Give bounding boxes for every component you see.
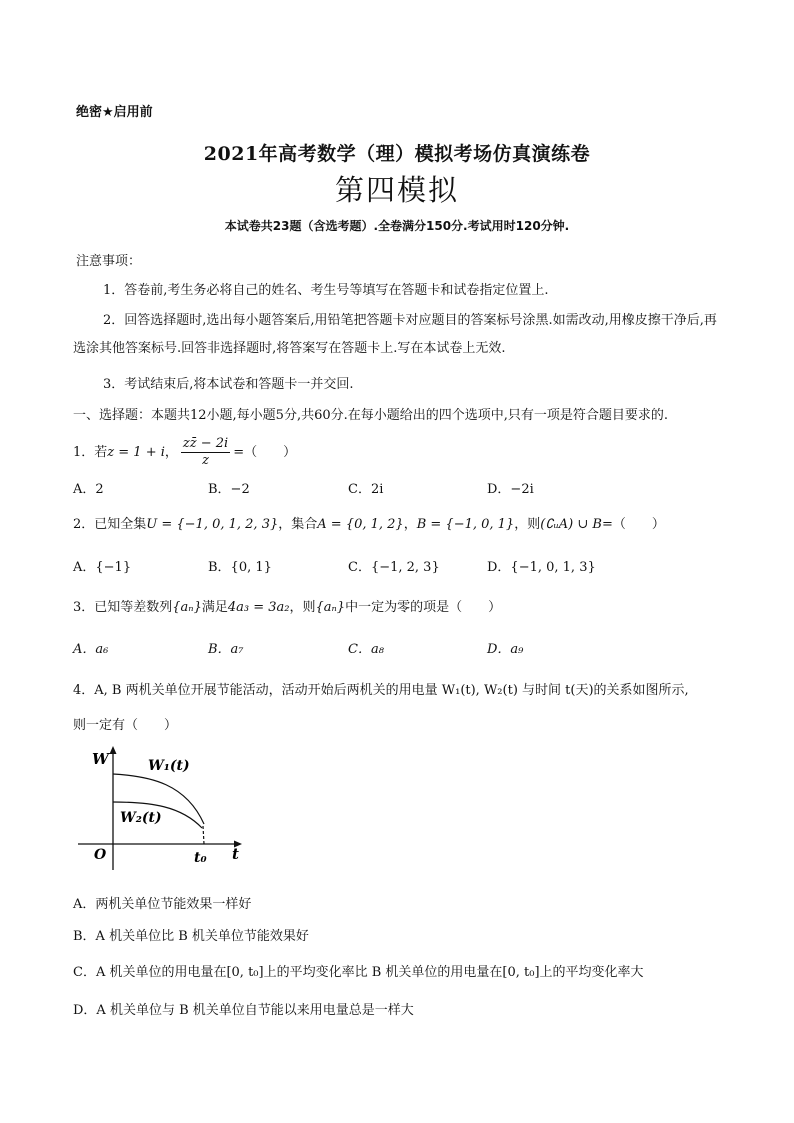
- note-item-2: 2．回答选择题时,选出每小题答案后,用铅笔把答题卡对应题目的答案标号涂黑.如需改动,用橡皮擦干净后,再选涂其他答案标号.回答非选择题时,将答案写在答题卡上.写在本试卷上无效.: [73, 313, 717, 356]
- q2-mid3: ，则: [514, 517, 541, 532]
- q2-option-d: D．{−1, 0, 1, 3}: [487, 560, 596, 575]
- q3-option-c: C．a₈: [348, 642, 384, 657]
- q2-set-u: U = {−1, 0, 1, 2, 3}: [146, 517, 279, 532]
- graph-t0-label: t₀: [194, 850, 207, 866]
- q3-condition: 4a₃ = 3a₂: [227, 600, 290, 615]
- q1-option-c: C．2i: [348, 482, 384, 497]
- q4-option-c: C．A 机关单位的用电量在[0, t₀]上的平均变化率比 B 机关单位的用电量在[0, t₀]上的平均变化率大: [73, 965, 644, 980]
- q1-option-d: D．−2i: [487, 482, 534, 497]
- question-1: [73, 436, 296, 469]
- graph-y-label: W: [92, 750, 109, 768]
- q1-numerator: zz̄ − 2i: [182, 436, 229, 451]
- q1-condition: z = 1 + i: [107, 445, 165, 460]
- q3-option-b: B．a₇: [208, 642, 244, 657]
- q2-option-a: A．{−1}: [73, 560, 132, 575]
- graph-w2-label: W₂(t): [120, 810, 162, 826]
- question-2: [73, 513, 665, 532]
- q3-sequence: {aₙ}: [172, 600, 202, 615]
- q2-mid2: ，: [403, 517, 417, 532]
- q3-sequence-2: {aₙ}: [315, 600, 346, 615]
- q2-set-b: B = {−1, 0, 1}: [416, 517, 515, 532]
- graph-y-arrow: [110, 746, 117, 754]
- q3-mid1: 满足: [201, 600, 228, 615]
- note-item-3: 3．考试结束后,将本试卷和答题卡一并交回.: [103, 377, 354, 392]
- notes-heading: 注意事项：: [76, 254, 142, 269]
- graph-x-label: t: [232, 845, 239, 863]
- graph-origin-label: O: [94, 847, 107, 863]
- section-heading: 一、选择题：本题共12小题,每小题5分,共60分.在每小题给出的四个选项中,只有一项是符合题目要求的.: [73, 408, 669, 423]
- power-usage-graph: [76, 744, 246, 872]
- q2-expression: (∁ᵤA) ∪ B: [540, 517, 602, 532]
- q2-mid1: ，集合: [278, 517, 318, 532]
- q4-option-a: A．两机关单位节能效果一样好: [73, 897, 252, 912]
- graph-dashed-end: [203, 826, 204, 844]
- q1-sep: ，: [164, 445, 178, 460]
- q2-suffix: =（ ）: [601, 517, 665, 532]
- graph-w1-label: W₁(t): [148, 758, 190, 774]
- q2-prefix: 2．已知全集: [73, 517, 147, 532]
- q3-prefix: 3．已知等差数列: [73, 600, 173, 615]
- q2-option-b: B．{0, 1}: [208, 560, 272, 575]
- exam-title: 2021年高考数学（理）模拟考场仿真演练卷: [203, 143, 591, 165]
- q4-option-d: D．A 机关单位与 B 机关单位自节能以来用电量总是一样大: [73, 1003, 414, 1018]
- q3-option-a: A．a₆: [73, 642, 109, 657]
- q1-prefix: 1．若: [73, 445, 108, 460]
- q1-fraction: [181, 436, 230, 469]
- question-4-line-2: 则一定有（ ）: [73, 718, 178, 733]
- q3-option-d: D．a₉: [487, 642, 524, 657]
- exam-subtitle: 第四模拟: [334, 173, 459, 207]
- question-3: [73, 596, 501, 615]
- q1-option-a: A．2: [73, 482, 104, 497]
- q2-option-c: C．{−1, 2, 3}: [348, 560, 440, 575]
- q1-option-b: B．−2: [208, 482, 250, 497]
- q1-suffix: =（ ）: [233, 445, 297, 460]
- q2-set-a: A = {0, 1, 2}: [317, 517, 404, 532]
- note-item-1: 1．答卷前,考生务必将自己的姓名、考生号等填写在答题卡和试卷指定位置上.: [103, 283, 549, 298]
- q3-mid2: ，则: [289, 600, 316, 615]
- q1-denominator: z: [202, 453, 209, 468]
- question-4-line-1: 4．A, B 两机关单位开展节能活动，活动开始后两机关的用电量 W₁(t), W₂(t) 与时间 t(天)的关系如图所示,: [73, 683, 689, 698]
- exam-info: 本试卷共23题（含选考题）.全卷满分150分.考试用时120分钟.: [224, 219, 570, 233]
- q4-option-b: B．A 机关单位比 B 机关单位节能效果好: [73, 929, 309, 944]
- q3-suffix: 中一定为零的项是（ ）: [345, 600, 502, 615]
- confidential-label: 绝密★启用前: [76, 105, 153, 120]
